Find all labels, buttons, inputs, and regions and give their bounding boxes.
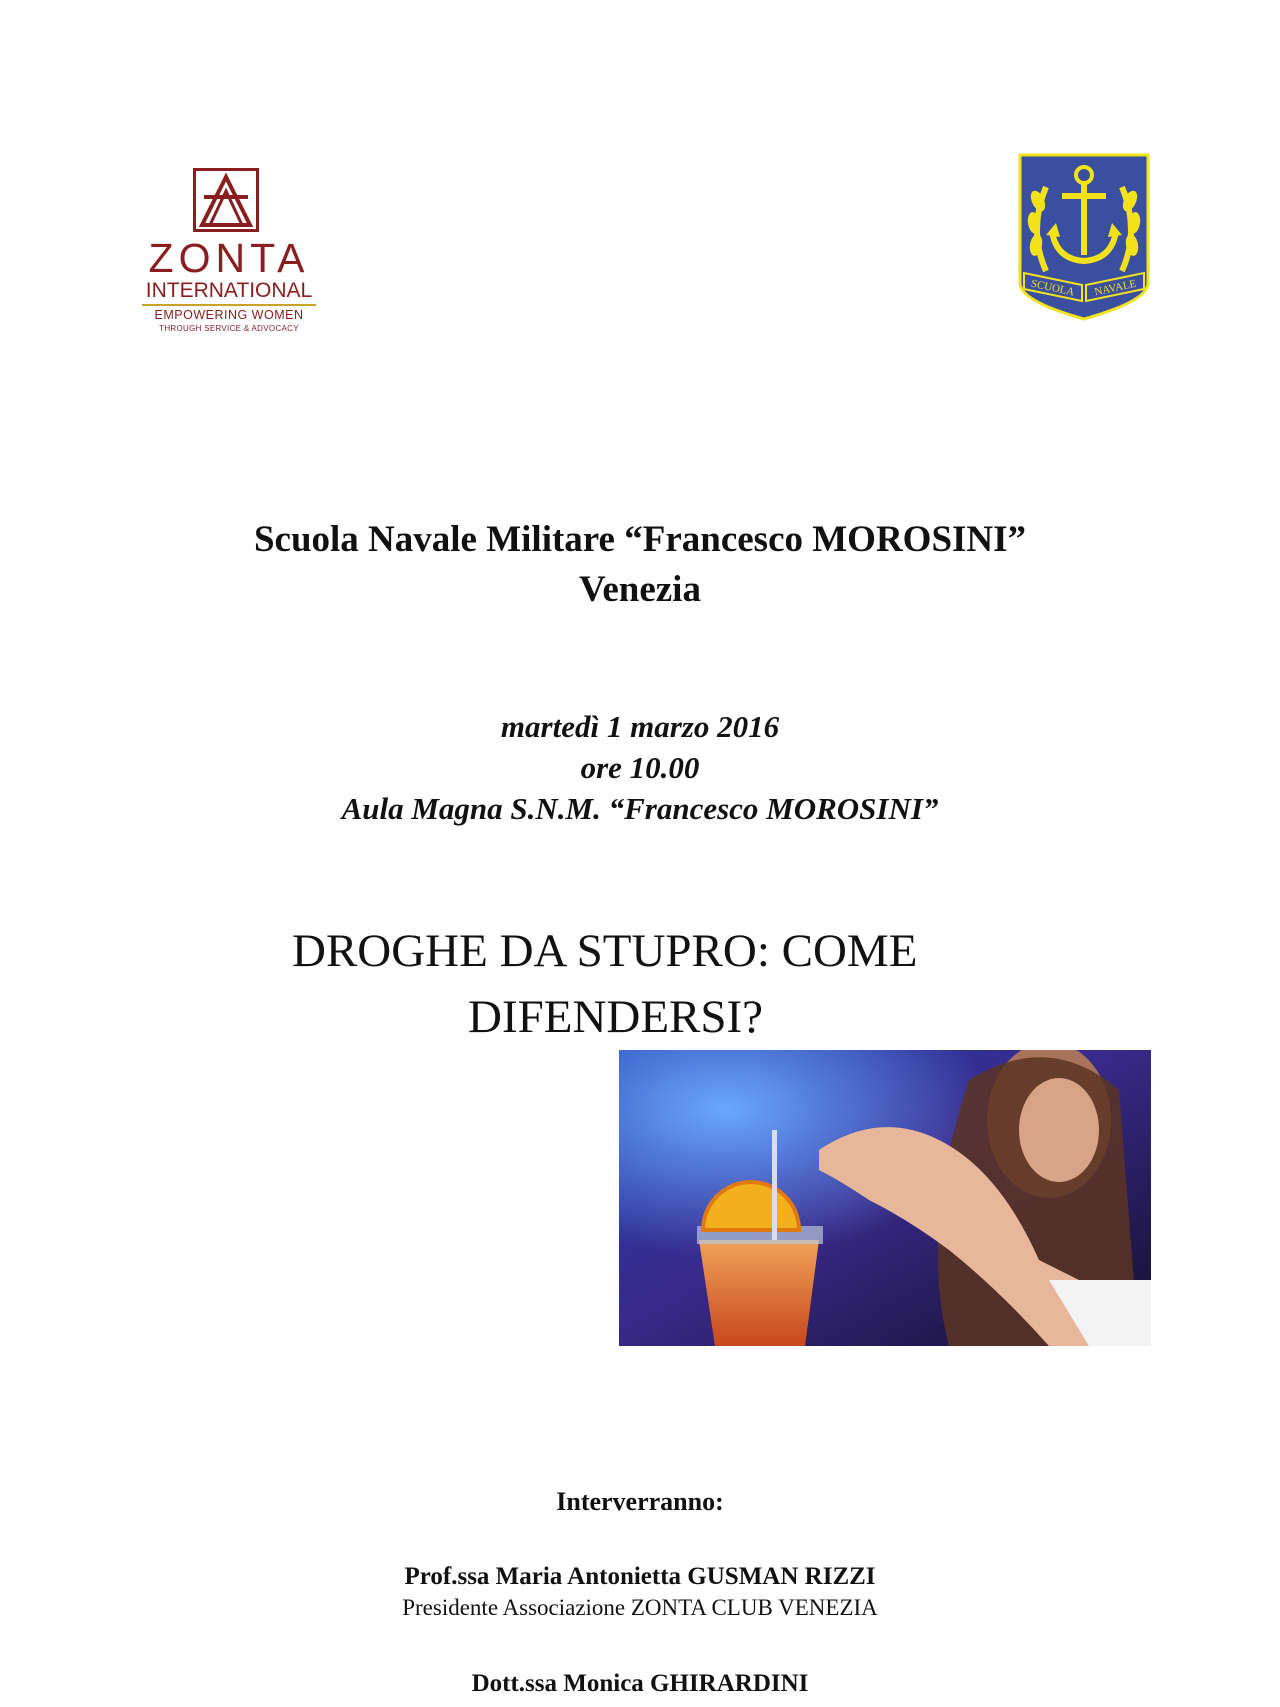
event-photo <box>619 1050 1151 1346</box>
zonta-emblem-icon <box>193 168 259 232</box>
event-title-line-1: DROGHE DA STUPRO: COME <box>292 925 918 977</box>
speaker-1-name: Prof.ssa Maria Antonietta GUSMAN RIZZI <box>404 1563 876 1590</box>
crest-text-right: NAVALE <box>1093 277 1138 299</box>
event-title-line-2: DIFENDERSI? <box>468 991 764 1043</box>
zonta-tagline-1: EMPOWERING WOMEN <box>154 308 304 322</box>
zonta-logo <box>138 168 320 338</box>
school-name: Scuola Navale Militare “Francesco MOROSINI” <box>253 519 1027 560</box>
zonta-international: INTERNATIONAL <box>145 279 313 302</box>
event-place: Aula Magna S.N.M. “Francesco MOROSINI” <box>341 791 939 826</box>
event-time: ore 10.00 <box>580 750 700 785</box>
anchor-crest-icon <box>1016 151 1152 321</box>
speaker-2-name: Dott.ssa Monica GHIRARDINI <box>471 1670 809 1697</box>
speakers-heading: Interverranno: <box>556 1487 724 1516</box>
zonta-rule <box>142 304 316 306</box>
event-date: martedì 1 marzo 2016 <box>500 709 780 744</box>
school-city: Venezia <box>579 569 701 610</box>
scuola-navale-crest <box>1016 151 1152 321</box>
zonta-tagline-2: THROUGH SERVICE & ADVOCACY <box>159 324 299 333</box>
zonta-name: ZONTA <box>148 235 310 281</box>
crest-text-left: SCUOLA <box>1029 277 1076 299</box>
speaker-1-role: Presidente Associazione ZONTA CLUB VENEZIA <box>402 1595 878 1620</box>
